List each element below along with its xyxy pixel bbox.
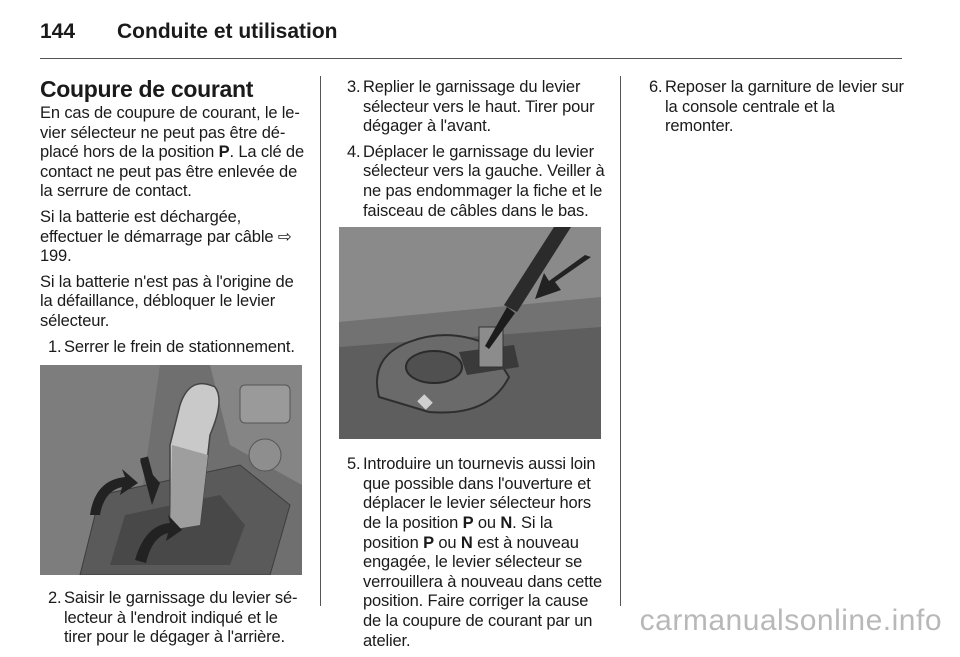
- step-number: 1.: [48, 337, 62, 356]
- step-number: 3.: [347, 78, 361, 96]
- step-text: Serrer le frein de stationnement.: [64, 337, 295, 356]
- step-3: [339, 78, 605, 137]
- page-reference-icon: ⇨: [277, 227, 292, 246]
- step-text: Reposer la garniture de levier sur la console centrale et la remonter.: [665, 78, 904, 136]
- step-number: 2.: [48, 589, 62, 608]
- step-text: Saisir le garnissage du levier sélecteur à l'endroit indiqué et le tirer pour le dégager à l'arrière.: [64, 589, 298, 647]
- step-4: [339, 143, 605, 221]
- step-number: 5.: [347, 455, 361, 474]
- column-divider: [620, 76, 621, 606]
- watermark: carmanualsonline.info: [639, 604, 942, 637]
- column-3: [641, 78, 907, 143]
- screwdriver-illustration: [339, 227, 601, 439]
- column-2: [339, 78, 605, 657]
- column-divider: [320, 76, 321, 606]
- chapter-title: Conduite et utilisation: [117, 20, 338, 43]
- page-number: 144: [40, 20, 76, 43]
- step-number: 6.: [649, 78, 663, 96]
- step-number: 4.: [347, 142, 361, 161]
- step-6: [641, 78, 907, 137]
- cause-note: Si la batterie n'est pas à l'origine de la défaillance, débloquer le levier sélecteur.: [40, 272, 294, 330]
- step-text: Replier le garnissage du levier sélecteur vers le haut. Tirer pour dégager à l'avant.: [363, 78, 595, 136]
- gear-lever-illustration: [40, 365, 302, 575]
- section-title: Coupure de courant: [40, 76, 254, 102]
- step-2: [40, 589, 306, 648]
- step-5: [339, 455, 605, 651]
- column-1: [40, 76, 306, 654]
- step-1: [40, 338, 306, 358]
- intro-paragraph: En cas de coupure de courant, le levier sélecteur ne peut pas être déplacé hors de la position P. La clé de contact ne peut pas être enlevée de la serrure de contact.: [40, 104, 304, 201]
- page-header: [40, 18, 902, 59]
- step-text: Introduire un tournevis aussi loin que possible dans l'ouverture et déplacer le levier sélecteur hors de la position P ou N. Si la position P ou N est à nouveau engagée, le levier sélecteur se verrouillera à nouveau dans cette position. Faire corriger la cause de la coupure de courant par un atelier.: [363, 455, 603, 650]
- battery-note: Si la batterie est déchargée, effectuer le démarrage par câble ⇨ 199.: [40, 207, 292, 266]
- step-text: Déplacer le garnissage du levier sélecteur vers la gauche. Veiller à ne pas endommager la fiche et le faisceau de câbles dans le bas.: [363, 142, 605, 220]
